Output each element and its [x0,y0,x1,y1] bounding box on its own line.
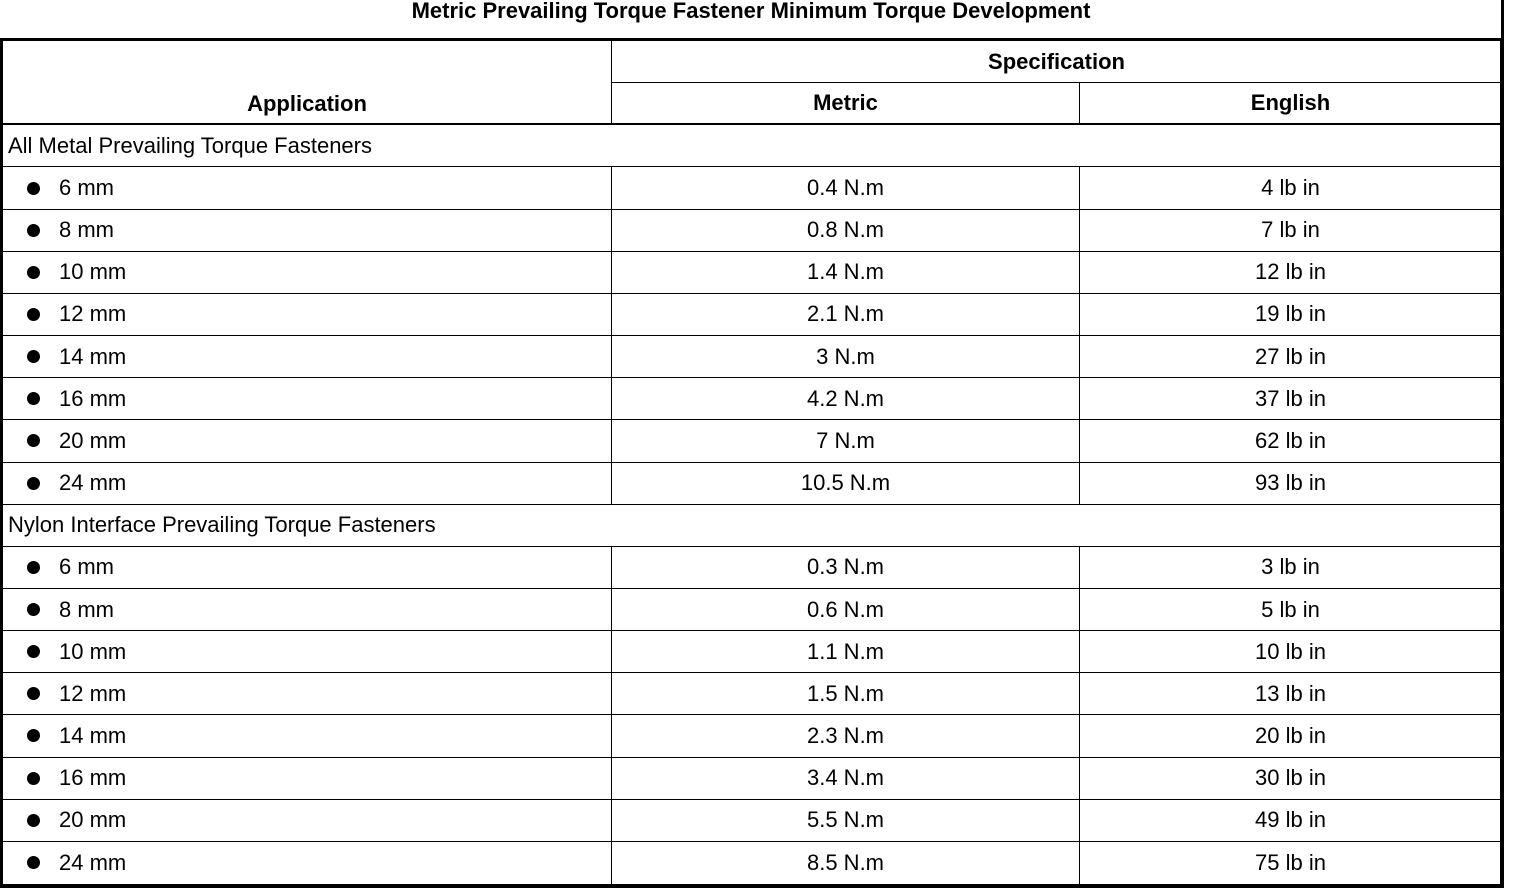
english-value: 49 lb in [1080,800,1501,842]
bullet-icon [27,182,40,195]
english-value: 7 lb in [1080,210,1501,252]
bullet-icon [27,392,40,405]
section-heading: Nylon Interface Prevailing Torque Fasteners [3,505,1501,547]
english-value: 30 lb in [1080,758,1501,800]
bullet-icon [27,224,40,237]
application-cell [3,463,612,505]
metric-value: 2.1 N.m [612,294,1080,336]
application-cell [3,800,612,842]
application-cell [3,715,612,757]
fastener-size: 10 mm [59,259,127,285]
bullet-icon [27,434,40,447]
fastener-size: 20 mm [59,427,127,453]
application-cell [3,589,612,631]
right-edge-rule [1501,0,1504,40]
section-heading: All Metal Prevailing Torque Fasteners [3,125,1501,167]
fastener-size: 6 mm [59,554,114,580]
fastener-size: 14 mm [59,343,127,369]
english-value: 12 lb in [1080,252,1501,294]
fastener-size: 12 mm [59,301,127,327]
bullet-icon [27,561,40,574]
english-value: 19 lb in [1080,294,1501,336]
fastener-size: 16 mm [59,765,127,791]
metric-value: 2.3 N.m [612,715,1080,757]
specification-header: Specification [612,41,1501,83]
application-header: Application [3,41,612,125]
english-value: 75 lb in [1255,849,1326,875]
english-value: 37 lb in [1080,378,1501,420]
application-cell [3,842,612,884]
metric-value: 0.4 N.m [612,167,1080,209]
metric-value: 8.5 N.m [612,842,1080,884]
fastener-size: 24 mm [59,849,127,875]
bullet-icon [27,772,40,785]
application-cell [3,167,612,209]
application-cell [3,336,612,378]
bullet-icon [27,729,40,742]
metric-value: 3 N.m [612,336,1080,378]
metric-value: 1.5 N.m [612,673,1080,715]
fastener-size: 16 mm [59,385,127,411]
fastener-size: 6 mm [59,175,114,201]
fastener-size: 8 mm [59,596,114,622]
bullet-icon [27,308,40,321]
metric-value: 5.5 N.m [612,800,1080,842]
bullet-icon [27,814,40,827]
metric-value: 10.5 N.m [612,463,1080,505]
english-value: 10 lb in [1080,631,1501,673]
metric-value: 4.2 N.m [612,378,1080,420]
bullet-icon [27,350,40,363]
application-cell [3,252,612,294]
application-cell [3,673,612,715]
fastener-size: 10 mm [59,638,127,664]
fastener-size: 24 mm [59,470,127,496]
metric-value: 1.1 N.m [612,631,1080,673]
metric-value: 0.8 N.m [612,210,1080,252]
fastener-size: 12 mm [59,680,127,706]
english-value: 62 lb in [1080,420,1501,462]
application-cell [3,420,612,462]
application-cell [3,758,612,800]
application-cell [3,378,612,420]
english-value: 5 lb in [1080,589,1501,631]
application-cell [3,631,612,673]
english-value: 27 lb in [1080,336,1501,378]
english-value: 3 lb in [1080,547,1501,589]
fastener-size: 8 mm [59,217,114,243]
english-header: English [1080,83,1501,125]
bullet-icon [27,603,40,616]
bullet-icon [27,645,40,658]
bullet-icon [27,856,40,869]
metric-value: 3.4 N.m [612,758,1080,800]
metric-value: 7 N.m [612,420,1080,462]
torque-table [0,38,1504,888]
bullet-icon [27,687,40,700]
bullet-icon [27,266,40,279]
english-value: 13 lb in [1080,673,1501,715]
bullet-icon [27,477,40,490]
fastener-size: 14 mm [59,722,127,748]
metric-value: 1.4 N.m [612,252,1080,294]
metric-header: Metric [612,83,1080,125]
metric-value: 0.6 N.m [612,589,1080,631]
table-title: Metric Prevailing Torque Fastener Minimum Torque Development [411,0,1091,23]
application-cell [3,210,612,252]
application-cell [3,547,612,589]
fastener-size: 20 mm [59,807,127,833]
english-value: 93 lb in [1080,463,1501,505]
english-value: 20 lb in [1080,715,1501,757]
application-cell [3,294,612,336]
metric-value: 0.3 N.m [612,547,1080,589]
english-value: 4 lb in [1080,167,1501,209]
